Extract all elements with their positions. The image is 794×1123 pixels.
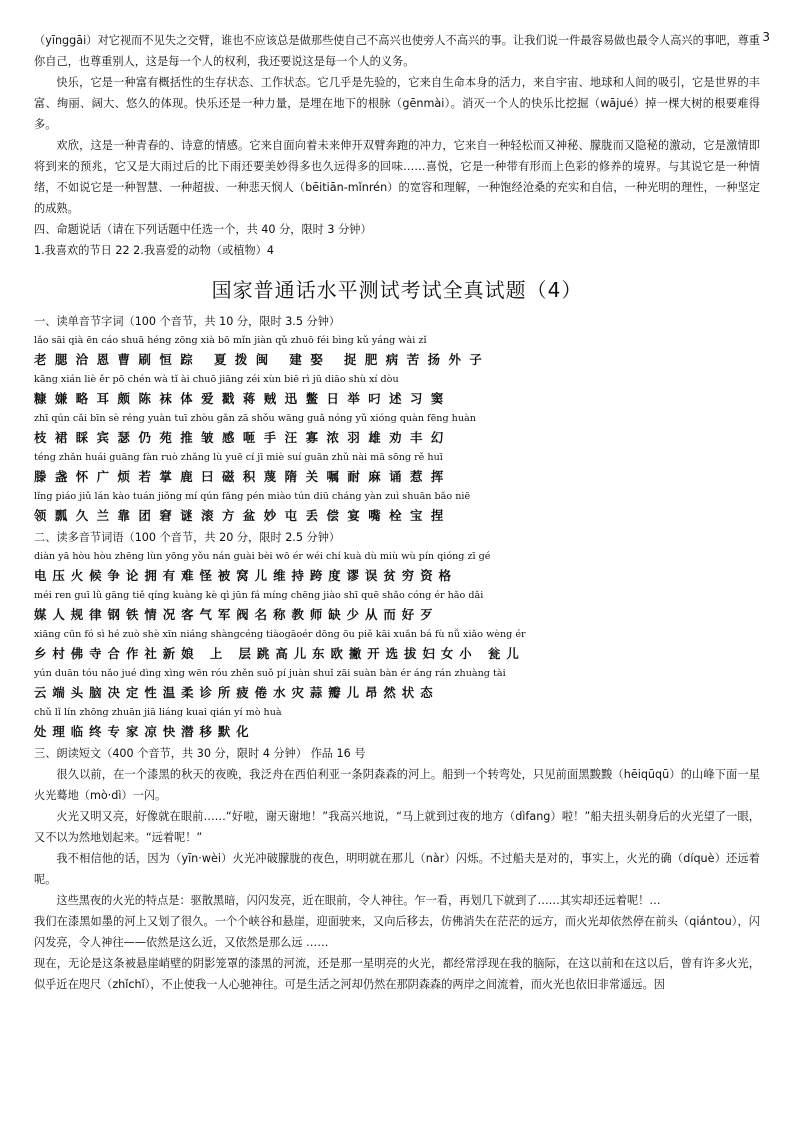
pinyin-row: yún duān tóu nǎo jué dìng xìng wēn róu zhěn suǒ pí juàn shuǐ zāi suàn bàn ér áng rán zhuàng tài xyxy=(34,668,506,679)
section3-heading: 三、朗读短文（400 个音节，共 30 分，限时 4 分钟） 作品 16 号 xyxy=(34,747,366,760)
section2-heading: 二、读多音节词语（100 个音节，共 20 分，限时 2.5 分钟） xyxy=(34,531,341,544)
topic-section-heading: 四、命题说话（请在下列话题中任选一个，共 40 分，限时 3 分钟） xyxy=(34,223,372,236)
hanzi-row: 滕盏怀广烦若掌鹿曰磁积蔑隋关嘱耐麻诵惹挥 xyxy=(34,469,452,484)
document-page xyxy=(34,30,760,995)
hanzi-row: 领瓢久兰靠团窘谜滚方盆妙屯丢偿宴嘴栓宝捏 xyxy=(34,508,452,523)
intro-paragraph-3: 欢欣，这是一种青春的、诗意的情感。它来自面向着未来伸开双臂奔跑的冲力，它来自一种轻松而又神秘、朦胧而又隐秘的激动，它是激情即将到来的预兆，它又是大雨过后的比下雨还要美妙得多也久远得多的回味……喜悦，它是一种带有形而上色彩的修养的境界。与其说它是一种情绪，不如说它是一种智慧、一种超拔、一种悲天悯人（bēitiān-mǐnrén）的宽容和理解，一种饱经沧桑的充实和自信，一种光明的理性，一种坚定的成熟。 xyxy=(34,139,760,215)
hanzi-row: 糠嫌略耳颇陈袜体爱戳蒋贼迅鳖日举叼述习窦 xyxy=(34,391,452,406)
pinyin-row: zhī qún cǎi bīn sè réng yuàn tuī zhòu gǎn zā shǒu wāng guǎ nóng yǔ xióng quàn fēng huàn xyxy=(34,413,476,424)
hanzi-row: 乡村佛寺合作社新娘 上 层跳高儿东欧撇开选拔妇女小 瓮儿 xyxy=(34,646,525,661)
pinyin-row: lǐng piáo jiǔ lán kào tuán jiǒng mí qún fǎng pén miào tún diū cháng yàn zuì shuān bǎo niē xyxy=(34,491,471,502)
reading-paragraph-5: 我们在漆黑如墨的河上又划了很久。一个个峡谷和悬崖，迎面驶来，又向后移去，仿佛消失在茫茫的远方，而火光却依然停在前头（qiántou），闪闪发亮，令人神往——依然是这么近，又依然是那么远 …… xyxy=(34,915,760,949)
reading-paragraph-2: 火光又明又亮，好像就在眼前……“好啦，谢天谢地！”我高兴地说，“马上就到过夜的地方（dìfang）啦！”船夫扭头朝身后的火光望了一眼，又不以为然地划起来。“远着呢！” xyxy=(34,810,760,844)
pinyin-row: téng zhǎn huái guāng fàn ruò zhǎng lù yuē cí jī miè suí guān zhǔ nài mā sōng rě huī xyxy=(34,452,443,463)
pinyin-row: chǔ lǐ lín zhōng zhuān jiā liáng kuai qián yí mò huà xyxy=(34,707,282,718)
pinyin-row: méi ren guī lǜ gāng tiě qíng kuàng kè qì jūn fá míng chēng jiào shī quē shǎo cóng ér hǎo dǎi xyxy=(34,590,484,601)
pinyin-row: kāng xián liè ěr pō chén wà tǐ ài chuō jiāng zéi xùn biē rì jū diāo shù xí dòu xyxy=(34,374,399,385)
reading-paragraph-6: 现在，无论是这条被悬崖峭壁的阴影笼罩的漆黑的河流，还是那一星明亮的火光，都经常浮现在我的脑际，在这以前和在这以后，曾有许多火光，似乎近在咫尺（zhǐchǐ），不止使我一人心驰神往。可是生活之河却仍然在那阴森森的两岸之间流着，而火光也依旧非常遥远。因 xyxy=(34,957,760,991)
pinyin-row: diàn yā hòu hòu zhēng lùn yōng yǒu nán guài bèi wō ér wéi chí kuà dù miù wù pín qióng zī gé xyxy=(34,551,491,562)
test-title: 国家普通话水平测试考试全真试题（4） xyxy=(211,278,583,302)
topic-list: 1.我喜欢的节日 22 2.我喜爱的动物（或植物）4 xyxy=(34,244,275,257)
section1-heading: 一、读单音节字词（100 个音节，共 10 分，限时 3.5 分钟） xyxy=(34,315,341,328)
hanzi-row: 枝裙睬宾瑟仍苑推皱感咂手汪寡浓羽雄劝丰幻 xyxy=(34,430,452,445)
hanzi-row: 云端头脑决定性温柔诊所疲倦水灾蒜瓣儿昂然状态 xyxy=(34,685,439,700)
pinyin-row: lǎo sāi qià ēn cáo shuā héng zōng xià bō mǐn jiàn qǔ zhuō féi bìng kǔ yáng wài zǐ xyxy=(34,335,427,346)
reading-paragraph-4: 这些黑夜的火光的特点是：驱散黑暗，闪闪发亮，近在眼前，令人神往。乍一看，再划几下就到了……其实却还远着呢！… xyxy=(56,894,661,907)
page-number: 3 xyxy=(762,30,770,44)
hanzi-row: 媒人规律钢铁情况客气军阀名称教师缺少从而好歹 xyxy=(34,607,439,622)
hanzi-row: 老腮洽恩曹刷恒踪 夏拨闽 建娶 捉肥病苦扬外子 xyxy=(34,352,491,367)
hanzi-row: 处理临终专家凉快潜移默化 xyxy=(34,724,255,739)
hanzi-row: 电压火候争论拥有难怪被窝儿维持跨度谬误贫穷资格 xyxy=(34,568,457,583)
intro-paragraph-1: （yīnggāi）对它视而不见失之交臂，谁也不应该总是做那些使自己不高兴也使旁人不高兴的事。让我们说一件最容易做也最令人高兴的事吧，尊重你自己，也尊重别人，这是每一个人的权利，我还要说这是每一个人的义务。 xyxy=(34,34,760,68)
intro-paragraph-2: 快乐，它是一种富有概括性的生存状态、工作状态。它几乎是先验的，它来自生命本身的活力，来自宇宙、地球和人间的吸引，它是世界的丰富、绚丽、阔大、悠久的体现。快乐还是一种力量，是埋在地下的根脉（gēnmài）。消灭一个人的快乐比挖掘（wājué）掉一棵大树的根要难得多。 xyxy=(34,76,760,131)
pinyin-row: xiāng cūn fó sì hé zuò shè xīn niáng shàngcéng tiàogāoér dōng ōu piě kāi xuǎn bá fù nǚ xiǎo wèng ér xyxy=(34,629,526,640)
reading-paragraph-3: 我不相信他的话，因为（yīn·wèi）火光冲破朦胧的夜色，明明就在那儿（nàr）闪烁。不过船夫是对的，事实上，火光的确（díquè）还远着呢。 xyxy=(34,852,760,886)
reading-paragraph-1: 很久以前，在一个漆黑的秋天的夜晚，我泛舟在西伯利亚一条阴森森的河上。船到一个转弯处，只见前面黑黢黢（hēiqūqū）的山峰下面一星火光蓦地（mò·dì）一闪。 xyxy=(34,768,760,802)
